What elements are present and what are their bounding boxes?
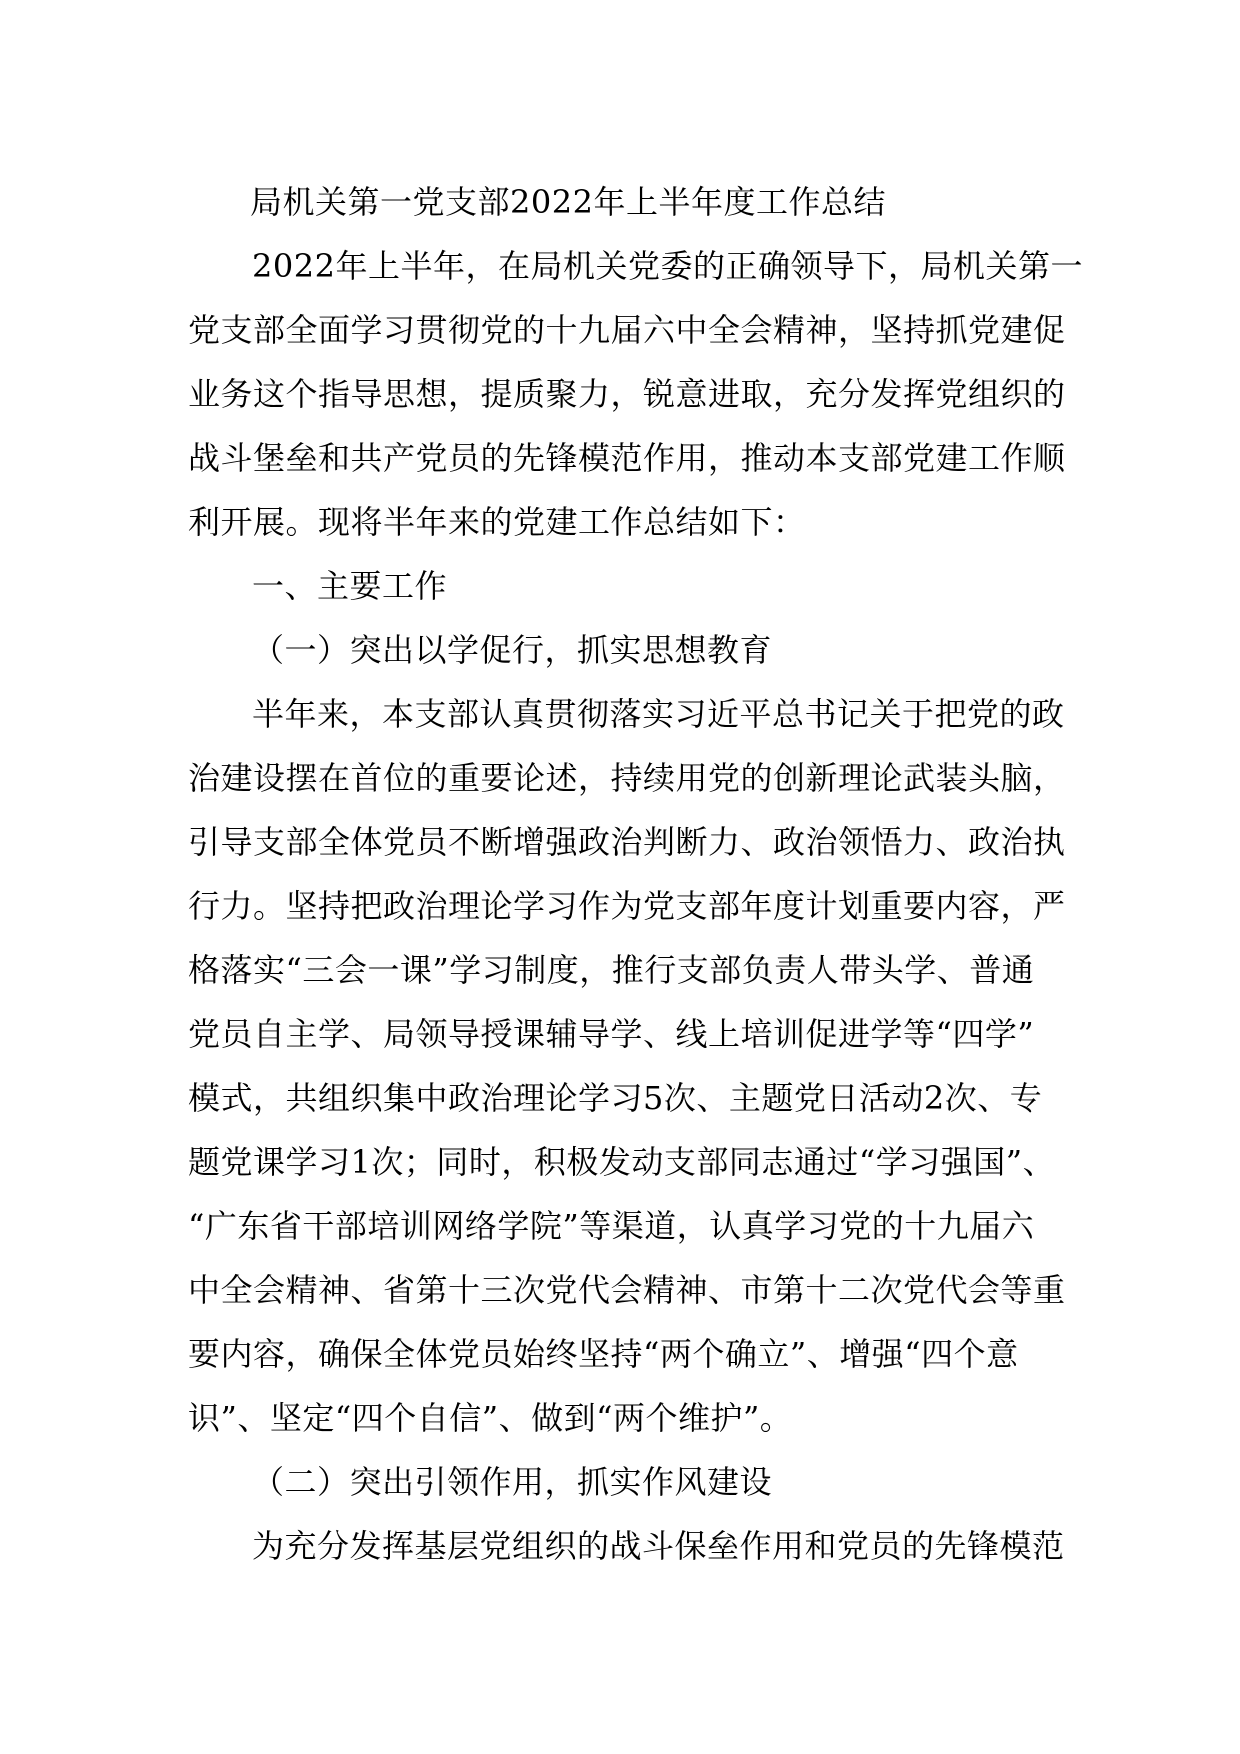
paragraph-line: 利开展。现将半年来的党建工作总结如下： [188,503,806,541]
document-body [188,170,1083,1578]
paragraph-line: 要内容，确保全体党员始终坚持“两个确立”、增强“四个意 [188,1335,1019,1373]
paragraph-line: 引导支部全体党员不断增强政治判断力、政治领悟力、政治执 [188,823,1066,861]
paragraph-line: 识”、坚定“四个自信”、做到“两个维护”。 [188,1399,793,1437]
paragraph-line: 党支部全面学习贯彻党的十九届六中全会精神，坚持抓党建促 [188,311,1066,349]
paragraph-line: 半年来，本支部认真贯彻落实习近平总书记关于把党的政 [252,695,1065,733]
paragraph-line: 模式，共组织集中政治理论学习5次、主题党日活动2次、专 [188,1079,1043,1117]
document-title: 局机关第一党支部2022年上半年度工作总结 [250,183,886,221]
paragraph-line: 业务这个指导思想，提质聚力，锐意进取，充分发挥党组织的 [188,375,1066,413]
section-heading: 一、主要工作 [252,567,448,605]
paragraph-line: 2022年上半年，在局机关党委的正确领导下，局机关第一 [252,247,1083,285]
paragraph-line: 行力。坚持把政治理论学习作为党支部年度计划重要内容，严 [188,887,1066,925]
paragraph-line: 题党课学习1次；同时，积极发动支部同志通过“学习强国”、 [188,1143,1056,1181]
paragraph-line: 为充分发挥基层党组织的战斗保垒作用和党员的先锋模范 [252,1527,1065,1565]
paragraph-line: 战斗堡垒和共产党员的先锋模范作用，推动本支部党建工作顺 [188,439,1066,477]
paragraph-line: 治建设摆在首位的重要论述，持续用党的创新理论武装头脑， [188,759,1066,797]
paragraph-line: 党员自主学、局领导授课辅导学、线上培训促进学等“四学” [188,1015,1035,1053]
paragraph-line: 中全会精神、省第十三次党代会精神、市第十二次党代会等重 [188,1271,1066,1309]
subsection-heading: （二）突出引领作用，抓实作风建设 [252,1463,773,1501]
subsection-heading: （一）突出以学促行，抓实思想教育 [252,631,773,669]
paragraph-line: 格落实“三会一课”学习制度，推行支部负责人带头学、普通 [188,951,1035,989]
paragraph-line: “广东省干部培训网络学院”等渠道，认真学习党的十九届六 [188,1207,1035,1245]
